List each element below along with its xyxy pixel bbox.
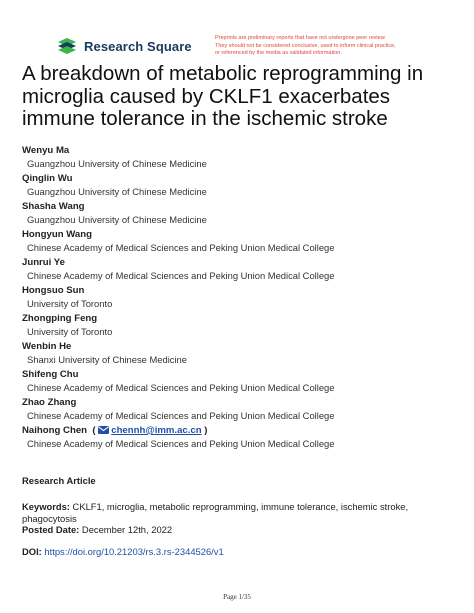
author-entry	[22, 144, 462, 170]
research-square-logo-icon	[56, 37, 78, 55]
author-affiliation: Chinese Academy of Medical Sciences and Peking Union Medical College	[27, 438, 335, 449]
author-name: Shasha Wang	[22, 201, 85, 212]
doi-link[interactable]: https://doi.org/10.21203/rs.3.rs-2344526/v1	[44, 546, 224, 557]
preprint-notice-line: or referenced by the media as validated information.	[215, 50, 342, 57]
keywords-line	[22, 501, 462, 525]
author-name: Wenbin He	[22, 341, 72, 352]
author-email-link[interactable]: chennh@imm.ac.cn	[111, 425, 202, 436]
author-name: Hongsuo Sun	[22, 285, 85, 296]
doi-line	[22, 546, 462, 558]
author-entry	[22, 172, 462, 198]
paper-title: A breakdown of metabolic reprogramming in microglia caused by CKLF1 exacerbates immune tolerance in the ischemic stroke	[22, 62, 424, 130]
author-affiliation: Chinese Academy of Medical Sciences and Peking Union Medical College	[27, 270, 335, 281]
author-name: Zhongping Feng	[22, 313, 98, 324]
author-affiliation: Chinese Academy of Medical Sciences and Peking Union Medical College	[27, 410, 335, 421]
author-affiliation: University of Toronto	[27, 298, 113, 309]
author-affiliation: Guangzhou University of Chinese Medicine	[27, 186, 207, 197]
brand-name: Research Square	[84, 38, 192, 54]
author-name: Zhao Zhang	[22, 397, 77, 408]
envelope-icon	[98, 426, 109, 434]
email-open-paren: (	[89, 425, 99, 436]
author-name: Naihong Chen	[22, 425, 88, 436]
author-affiliation: Shanxi University of Chinese Medicine	[27, 354, 187, 365]
keywords-value: CKLF1, microglia, metabolic reprogramming, immune tolerance, ischemic stroke, phagocytosis	[22, 501, 409, 524]
author-affiliation: University of Toronto	[27, 326, 113, 337]
research-square-logo[interactable]	[56, 37, 192, 55]
posted-date-label: Posted Date:	[22, 524, 80, 535]
preprint-notice-line: Preprints are preliminary reports that have not undergone peer review.	[215, 35, 386, 41]
author-name: Hongyun Wang	[22, 229, 92, 240]
page-number: Page 1/35	[223, 593, 251, 601]
author-entry-corresponding	[22, 424, 462, 450]
author-affiliation: Chinese Academy of Medical Sciences and Peking Union Medical College	[27, 242, 335, 253]
author-entry	[22, 368, 462, 394]
posted-date-line	[22, 524, 462, 536]
author-list	[22, 144, 462, 452]
author-entry	[22, 284, 462, 310]
preprint-notice	[215, 35, 455, 58]
posted-date-value: December 12th, 2022	[81, 524, 173, 535]
email-close-paren: )	[201, 425, 208, 436]
author-name-line	[22, 424, 462, 437]
author-affiliation: Guangzhou University of Chinese Medicine	[27, 214, 207, 225]
author-affiliation: Chinese Academy of Medical Sciences and Peking Union Medical College	[27, 382, 335, 393]
author-affiliation: Guangzhou University of Chinese Medicine	[27, 158, 207, 169]
author-entry	[22, 340, 462, 366]
preprint-notice-line: They should not be considered conclusive, used to inform clinical practice,	[215, 42, 396, 49]
author-entry	[22, 200, 462, 226]
author-entry	[22, 396, 462, 422]
author-name: Wenyu Ma	[22, 145, 70, 156]
doi-label: DOI:	[22, 546, 42, 557]
keywords-label: Keywords:	[22, 501, 70, 512]
author-entry	[22, 228, 462, 254]
author-name: Qinglin Wu	[22, 173, 73, 184]
author-entry	[22, 256, 462, 282]
author-name: Junrui Ye	[22, 257, 66, 268]
author-name: Shifeng Chu	[22, 369, 79, 380]
article-type: Research Article	[22, 475, 96, 486]
author-entry	[22, 312, 462, 338]
page-header	[0, 0, 474, 62]
